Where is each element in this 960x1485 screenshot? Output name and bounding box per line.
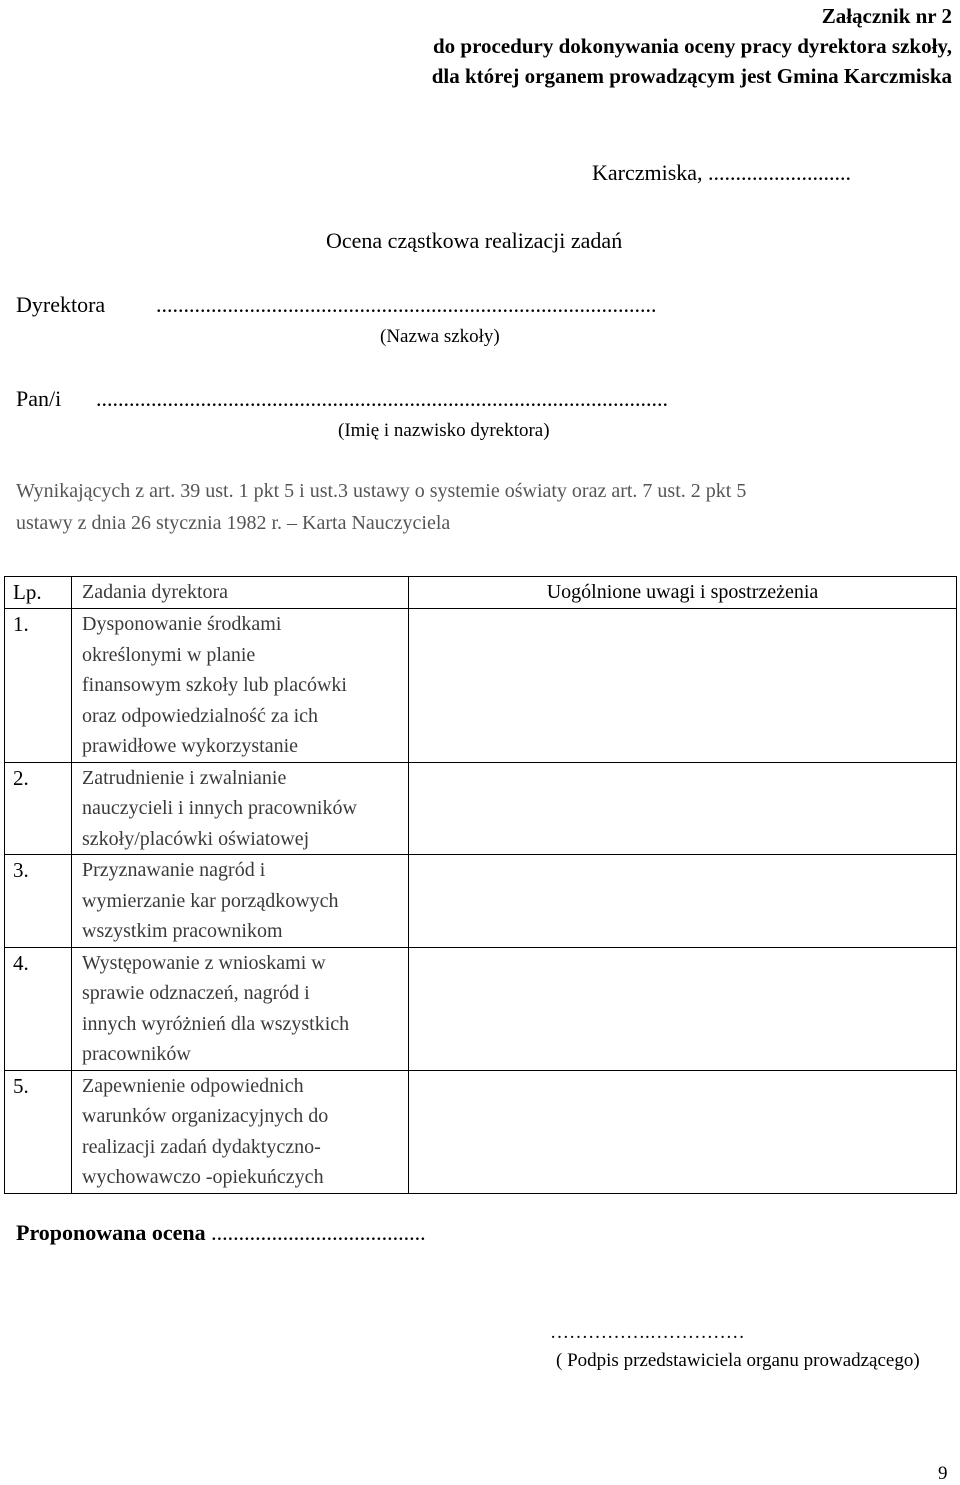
task-text-line: pracowników [82,1043,191,1065]
task-description [72,609,409,763]
task-description [72,947,409,1070]
task-text-line: Dysponowanie środkami [82,613,282,635]
task-text-line: warunków organizacyjnych do [82,1105,329,1127]
task-text-line: finansowym szkoły lub placówki [82,674,347,696]
task-text-line: nauczycieli i innych pracowników [82,797,357,819]
signature-caption: ( Podpis przedstawiciela organu prowadzącego) [556,1350,920,1371]
signature-line: …………….…………… [550,1322,745,1343]
director-name-field: ........................................................................................................ [96,386,668,411]
table-row [5,609,957,763]
task-text-line: wychowawczo -opiekuńczych [82,1166,324,1188]
task-description [72,762,409,855]
proposed-rating-field: ....................................... [211,1220,426,1245]
table-header-row [5,577,957,609]
attachment-number: Załącznik nr 2 [821,4,952,28]
page-number: 9 [938,1463,948,1484]
director-name-caption: (Imię i nazwisko dyrektora) [338,420,550,441]
task-text-line: Zatrudnienie i zwalnianie [82,766,287,789]
school-name-caption: (Nazwa szkoły) [380,326,500,347]
task-text-line: określonymi w planie [82,643,256,666]
school-name-field: ........................................................................................... [156,292,657,317]
task-text-line: innych wyróżnień dla wszystkich [82,1012,350,1035]
person-label: Pan/i [16,386,62,411]
table-row [5,1070,957,1193]
proposed-rating [16,1220,426,1246]
remarks-cell [409,947,957,1070]
remarks-cell [409,609,957,763]
task-text-line: sprawie odznaczeń, nagród i [82,982,310,1004]
attachment-authority: dla której organem prowadzącym jest Gmina Karczmiska [431,64,952,88]
proposed-rating-label: Proponowana ocena [16,1220,206,1245]
task-text-line: Występowanie z wnioskami w [82,951,326,974]
row-number: 3. [5,855,72,948]
task-text-line: Zapewnienie odpowiednich [82,1074,304,1097]
remarks-cell [409,855,957,948]
row-number: 1. [5,609,72,763]
document-title: Ocena cząstkowa realizacji zadań [326,228,623,253]
row-number: 2. [5,762,72,855]
row-number: 5. [5,1070,72,1193]
legal-basis-line-2: ustawy z dnia 26 stycznia 1982 r. – Karta Nauczyciela [16,512,451,534]
attachment-procedure: do procedury dokonywania oceny pracy dyrektora szkoły, [432,34,952,58]
remarks-cell [409,762,957,855]
task-text-line: realizacji zadań dydaktyczno- [82,1135,321,1158]
tasks-table [4,576,957,1194]
task-text-line: szkoły/placówki oświatowej [82,827,310,850]
header-lp: Lp. [5,577,72,609]
header-remarks: Uogólnione uwagi i spostrzeżenia [409,577,957,609]
task-description [72,855,409,948]
table-row [5,947,957,1070]
director-label: Dyrektora [16,292,106,317]
task-text-line: prawidłowe wykorzystanie [82,735,299,757]
task-text-line: wszystkim pracownikom [82,920,283,942]
task-text-line: Przyznawanie nagród i [82,859,266,881]
remarks-cell [409,1070,957,1193]
task-text-line: wymierzanie kar porządkowych [82,889,339,912]
task-description [72,1070,409,1193]
header-tasks: Zadania dyrektora [72,577,409,609]
place-date: Karczmiska, .......................... [592,160,852,185]
table-row [5,762,957,855]
row-number: 4. [5,947,72,1070]
table-row [5,855,957,948]
legal-basis-line-1: Wynikających z art. 39 ust. 1 pkt 5 i ust.3 ustawy o systemie oświaty oraz art. 7 ust. 2 pkt 5 [16,480,747,502]
task-text-line: oraz odpowiedzialność za ich [82,704,319,727]
